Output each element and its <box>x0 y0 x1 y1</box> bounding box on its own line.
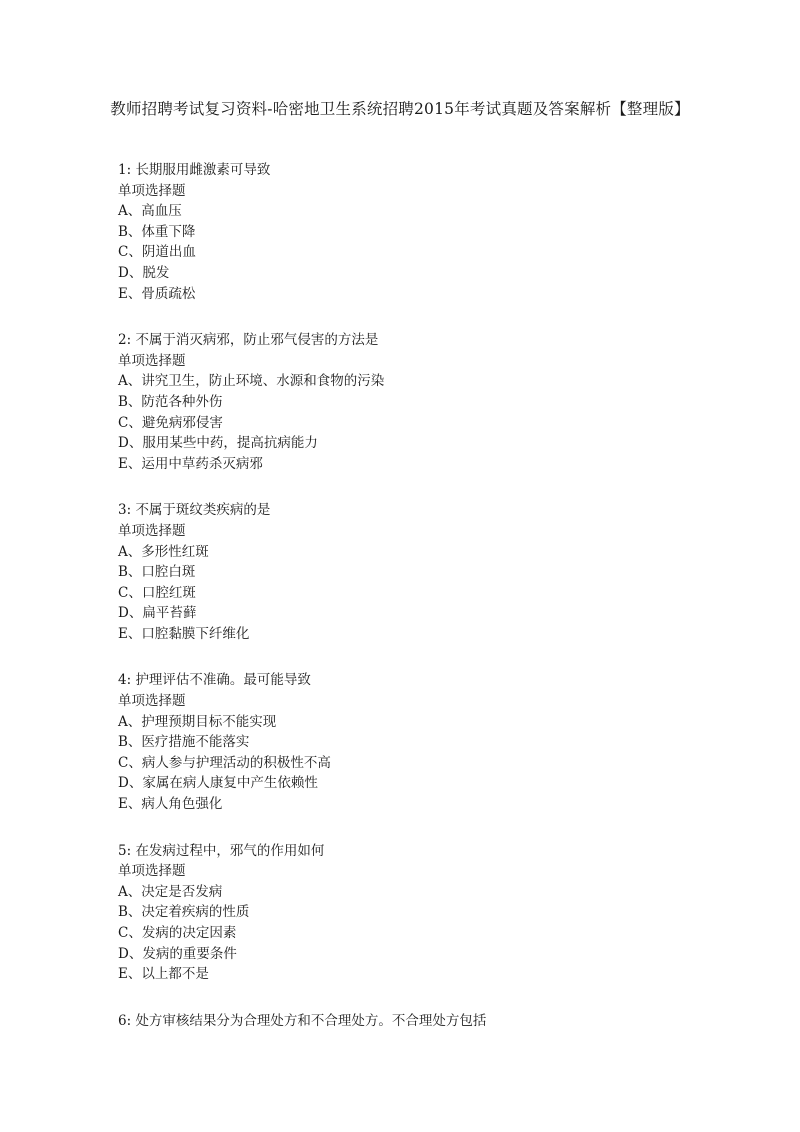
answer-option: D、扁平苔藓 <box>118 605 197 622</box>
question-stem-line <box>118 670 718 691</box>
question-3 <box>118 500 718 644</box>
answer-option: D、发病的重要条件 <box>118 945 237 962</box>
answer-option: C、口腔红斑 <box>118 584 196 601</box>
answer-option: B、决定着疾病的性质 <box>118 904 250 921</box>
answer-option: E、骨质疏松 <box>118 285 196 302</box>
question-stem: 处方审核结果分为合理处方和不合理处方。不合理处方包括 <box>135 1012 487 1029</box>
question-type: 单项选择题 <box>118 693 186 710</box>
question-number: 4: <box>118 672 132 689</box>
answer-option: A、护理预期目标不能实现 <box>118 713 277 730</box>
question-5 <box>118 841 718 985</box>
question-4 <box>118 670 718 814</box>
answer-option: E、运用中草药杀灭病邪 <box>118 455 263 472</box>
question-number: 5: <box>118 842 132 859</box>
answer-option: C、发病的决定因素 <box>118 925 237 941</box>
question-stem: 在发病过程中，邪气的作用如何 <box>135 842 325 859</box>
question-stem: 不属于消灭病邪，防止邪气侵害的方法是 <box>135 332 379 349</box>
question-2 <box>118 330 718 474</box>
answer-option: C、病人参与护理活动的积极性不高 <box>118 754 331 771</box>
answer-option: B、体重下降 <box>118 223 196 240</box>
answer-option: A、决定是否发病 <box>118 883 223 900</box>
answer-option: C、避免病邪侵害 <box>118 414 223 431</box>
question-stem-line <box>118 1011 718 1032</box>
question-type: 单项选择题 <box>118 352 186 369</box>
question-stem: 长期服用雌激素可导致 <box>135 162 271 178</box>
question-stem-line <box>118 160 718 181</box>
answer-option: C、阴道出血 <box>118 244 196 261</box>
answer-option: A、高血压 <box>118 203 182 220</box>
question-type: 单项选择题 <box>118 182 186 199</box>
question-list <box>118 160 718 1057</box>
answer-option: B、口腔白斑 <box>118 564 196 581</box>
question-number: 6: <box>118 1012 132 1029</box>
answer-option: E、口腔黏膜下纤维化 <box>118 625 250 642</box>
question-stem: 护理评估不准确。最可能导致 <box>135 672 311 689</box>
answer-option: D、家属在病人康复中产生依赖性 <box>118 775 318 792</box>
question-number: 3: <box>118 502 132 519</box>
question-6 <box>118 1011 718 1032</box>
question-number: 1: <box>118 162 132 178</box>
answer-option: B、医疗措施不能落实 <box>118 734 250 751</box>
question-type: 单项选择题 <box>118 863 186 880</box>
answer-option: E、病人角色强化 <box>118 796 223 813</box>
answer-option: A、讲究卫生，防止环境、水源和食物的污染 <box>118 373 385 390</box>
answer-option: A、多形性红斑 <box>118 543 209 560</box>
question-type: 单项选择题 <box>118 522 186 539</box>
answer-option: D、服用某些中药，提高抗病能力 <box>118 435 318 452</box>
question-stem-line <box>118 500 718 521</box>
answer-option: D、脱发 <box>118 264 170 281</box>
answer-option: E、以上都不是 <box>118 966 209 983</box>
question-stem-line <box>118 330 718 351</box>
question-1 <box>118 160 718 304</box>
question-number: 2: <box>118 332 132 349</box>
answer-option: B、防范各种外伤 <box>118 393 223 410</box>
question-stem: 不属于斑纹类疾病的是 <box>135 502 271 519</box>
document-title: 教师招聘考试复习资料-哈密地卫生系统招聘2015年考试真题及答案解析【整理版】 <box>110 100 690 118</box>
question-stem-line <box>118 841 718 862</box>
